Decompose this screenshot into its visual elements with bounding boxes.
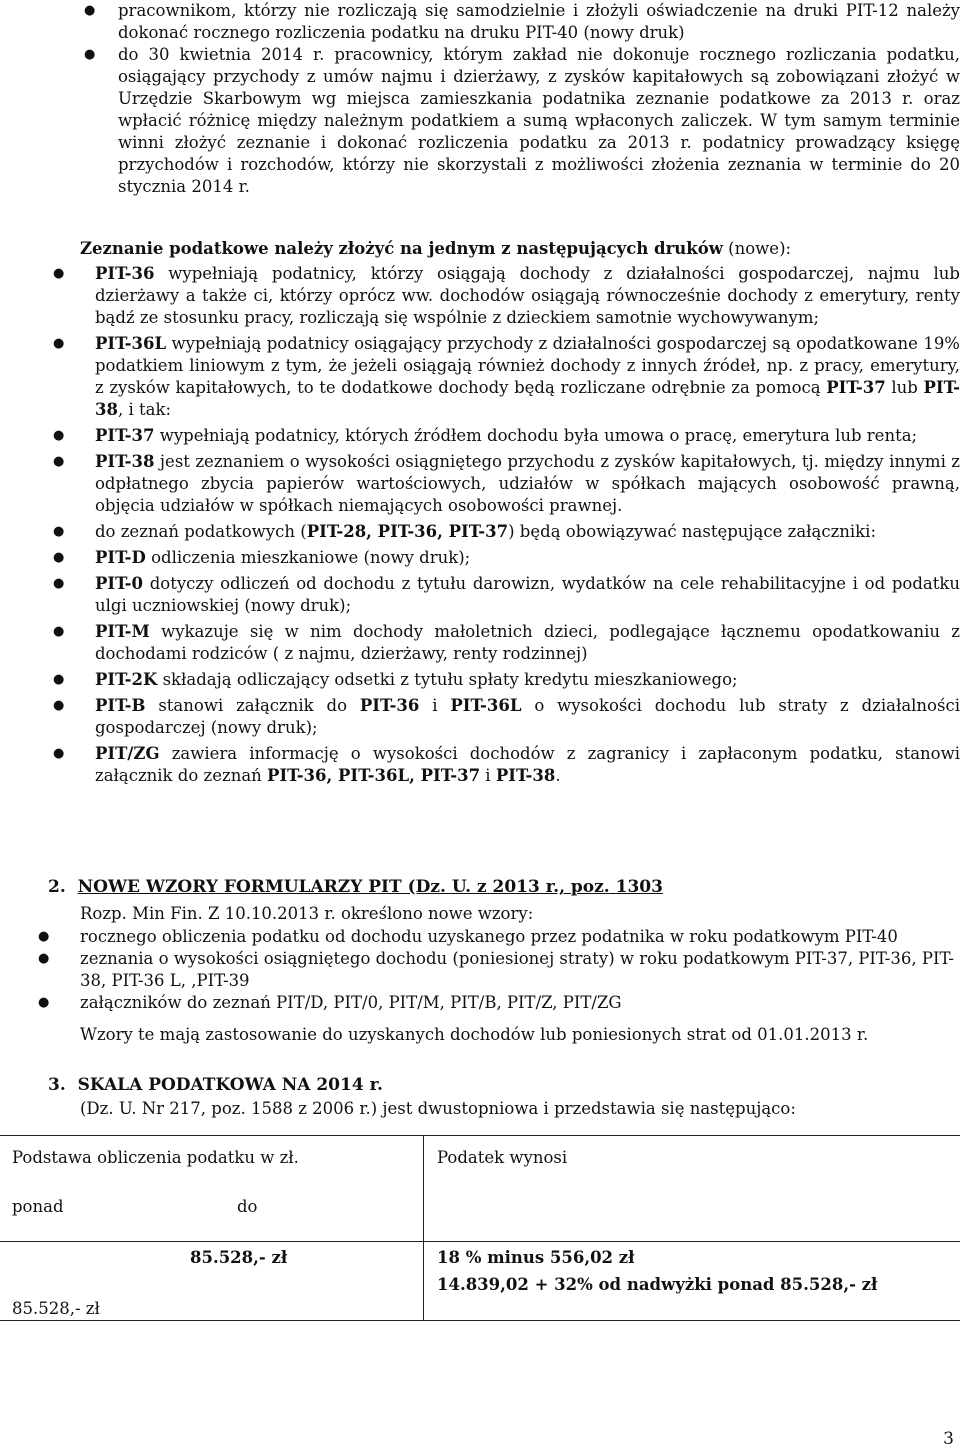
table-border <box>0 1320 960 1321</box>
list-item <box>80 926 960 948</box>
list-item-text: do 30 kwietnia 2014 r. pracownicy, którym zakład nie dokonuje rocznego rozliczania podatku, osiągający przychody z umów najmu i dzierżawy, z zysków kapitałowych są zobowiązani złożyć w Urzędzie Skarbowym wg miejsca zamieszkania podatnika zeznanie podatkowe za 2013 r. oraz wpłacić różnicę między należnym podatkiem a sumą wpłaconych zaliczek. W tym samym terminie winni złożyć zeznanie i dokonać rozliczenia podatku za 2013 r. podatnicy prowadzący księgę przychodów i rozchodów, którzy nie skorzystali z możliwości złożenia zeznania w terminie do 20 stycznia 2014 r. <box>118 45 960 196</box>
list-item <box>80 948 960 992</box>
section-3-subtitle: (Dz. U. Nr 217, poz. 1588 z 2006 r.) jest dwustopniowa i przedstawia się następująco: <box>80 1099 796 1118</box>
list-item-text: pracownikom, którzy nie rozliczają się samodzielnie i złożyli oświadczenie na druki PIT-12 należy dokonać rocznego rozliczenia podatku na druku PIT-40 (nowy druk) <box>118 1 960 42</box>
form-code: PIT-37 <box>95 426 155 445</box>
section-3-heading <box>48 1074 383 1096</box>
zeznanie-heading <box>80 238 960 260</box>
table-col-ponad: ponad <box>12 1197 64 1216</box>
form-code: PIT-28, PIT-36, PIT-37 <box>306 522 509 541</box>
table-border <box>0 1135 960 1136</box>
form-description: o wysokości dochodu lub straty z działalności gospodarczej (nowy druk); <box>95 696 960 737</box>
list-item-text: zeznania o wysokości osiągniętego dochodu (poniesionej straty) w roku podatkowym PIT-37, PIT-36, PIT-38, PIT-36 L, ,PIT-39 <box>80 949 954 990</box>
section-title: SKALA PODATKOWA NA 2014 r. <box>77 1075 383 1095</box>
table-header-tax: Podatek wynosi <box>437 1148 568 1167</box>
form-description: odliczenia mieszkaniowe (nowy druk); <box>145 548 471 567</box>
top-bullet-list <box>118 0 960 198</box>
form-description: . <box>555 766 561 785</box>
pit-forms-list <box>95 263 960 791</box>
list-item-pit-0 <box>95 573 960 617</box>
form-description: składają odliczający odsetki z tytułu spłaty kredytu mieszkaniowego; <box>157 670 738 689</box>
form-code: PIT-37 <box>826 378 886 397</box>
list-item-pit-b <box>95 695 960 739</box>
list-item <box>118 44 960 198</box>
form-code: PIT-36 <box>95 264 155 283</box>
list-item-text: rocznego obliczenia podatku od dochodu uzyskanego przez podatnika w roku podatkowym PIT-40 <box>80 927 898 946</box>
form-code: PIT-36L <box>95 334 167 353</box>
form-description: wykazuje się w nim dochody małoletnich dzieci, podlegające łącznemu opodatkowaniu z dochodami rodziców ( z najmu, dzierżawy, renty rodzinnej) <box>95 622 960 663</box>
form-description: ) będą obowiązywać następujące załączniki: <box>508 522 877 541</box>
list-item-pit-d <box>95 547 960 569</box>
form-code: PIT/ZG <box>95 744 160 763</box>
list-item <box>80 992 960 1014</box>
section-title: NOWE WZORY FORMULARZY PIT (Dz. U. z 2013 r., poz. 1303 <box>77 877 663 897</box>
table-row1-do: 85.528,- zł <box>190 1248 288 1267</box>
form-description: i <box>419 696 451 715</box>
form-description: wypełniają podatnicy, którzy osiągają dochody z działalności gospodarczej, najmu lub dzierżawy a także ci, którzy oprócz ww. dochodów osiągają równocześnie dochody z emerytury, renty bądź ze stosunku pracy, rozliczają się wspólnie z dzieckiem samotnie wychowywanym; <box>95 264 960 327</box>
form-code: PIT-2K <box>95 670 158 689</box>
section-number: 2. <box>48 877 66 897</box>
list-item-pit-36 <box>95 263 960 329</box>
form-code: PIT-36, PIT-36L, PIT-37 <box>267 766 481 785</box>
form-description: stanowi załącznik do <box>145 696 360 715</box>
form-code: PIT-D <box>95 548 146 567</box>
list-item-attachments-intro <box>95 521 960 543</box>
list-item <box>118 0 960 44</box>
table-border <box>0 1241 960 1242</box>
table-header-base: Podstawa obliczenia podatku w zł. <box>12 1148 299 1167</box>
table-col-do: do <box>237 1197 258 1216</box>
form-code: PIT-36 <box>359 696 420 715</box>
list-item-pit-38 <box>95 451 960 517</box>
form-description: zawiera informację o wysokości dochodów z zagranicy i zapłaconym podatku, stanowi załącznik do zeznań <box>95 744 960 785</box>
page-number: 3 <box>943 1429 954 1449</box>
section-2-subtitle: Rozp. Min Fin. Z 10.10.2013 r. określono nowe wzory: <box>80 904 534 923</box>
section-number: 3. <box>48 1075 66 1095</box>
list-item-pit-2k <box>95 669 960 691</box>
tax-scale-table <box>0 1135 960 1321</box>
section-2-heading <box>48 876 663 898</box>
form-description: dotyczy odliczeń od dochodu z tytułu darowizn, wydatków na cele rehabilitacyjne i od podatku ulgi uczniowskiej (nowy druk); <box>95 574 960 615</box>
zeznanie-heading-bold: Zeznanie podatkowe należy złożyć na jednym z następujących druków <box>80 239 723 258</box>
list-item-pit-zg <box>95 743 960 787</box>
form-description: do zeznań podatkowych ( <box>95 522 307 541</box>
form-description: , i tak: <box>117 400 172 419</box>
list-item-text: załączników do zeznań PIT/D, PIT/0, PIT/M, PIT/B, PIT/Z, PIT/ZG <box>80 993 622 1012</box>
form-description: wypełniają podatnicy, których źródłem dochodu była umowa o pracę, emerytura lub renta; <box>154 426 918 445</box>
table-row2-tax: 14.839,02 + 32% od nadwyżki ponad 85.528,- zł <box>437 1275 878 1294</box>
form-code: PIT-38 <box>95 378 960 419</box>
table-row1-tax: 18 % minus 556,02 zł <box>437 1248 635 1267</box>
zeznanie-heading-rest: (nowe): <box>722 239 792 258</box>
form-description: jest zeznaniem o wysokości osiągniętego przychodu z zysków kapitałowych, tj. między innymi z odpłatnego zbycia papierów wartościowych, udziałów w spółkach mających osobowość prawną, objęcia udziałów w spółkach niemających osobowości prawnej. <box>95 452 960 515</box>
list-item-pit-m <box>95 621 960 665</box>
list-item-pit-37 <box>95 425 960 447</box>
form-description: lub <box>885 378 924 397</box>
table-row2-ponad: 85.528,- zł <box>12 1299 100 1318</box>
list-item-pit-36l <box>95 333 960 421</box>
form-description: wypełniają podatnicy osiągający przychody z działalności gospodarczej są opodatkowane 19% podatkiem liniowym z tym, że jeżeli osiągają również dochody z innych źródeł, np. z pracy, emerytury, z zysków kapitałowych, to te dodatkowe dochody będą rozliczane odrębnie za pomocą <box>95 334 960 397</box>
form-code: PIT-38 <box>95 452 155 471</box>
new-forms-list <box>80 926 960 1014</box>
form-code: PIT-36L <box>450 696 522 715</box>
form-code: PIT-M <box>95 622 150 641</box>
form-code: PIT-B <box>95 696 146 715</box>
form-description: i <box>480 766 496 785</box>
table-border <box>423 1135 424 1321</box>
form-code: PIT-0 <box>95 574 144 593</box>
section-2-note: Wzory te mają zastosowanie do uzyskanych dochodów lub poniesionych strat od 01.01.2013 r. <box>80 1025 869 1044</box>
form-code: PIT-38 <box>495 766 556 785</box>
